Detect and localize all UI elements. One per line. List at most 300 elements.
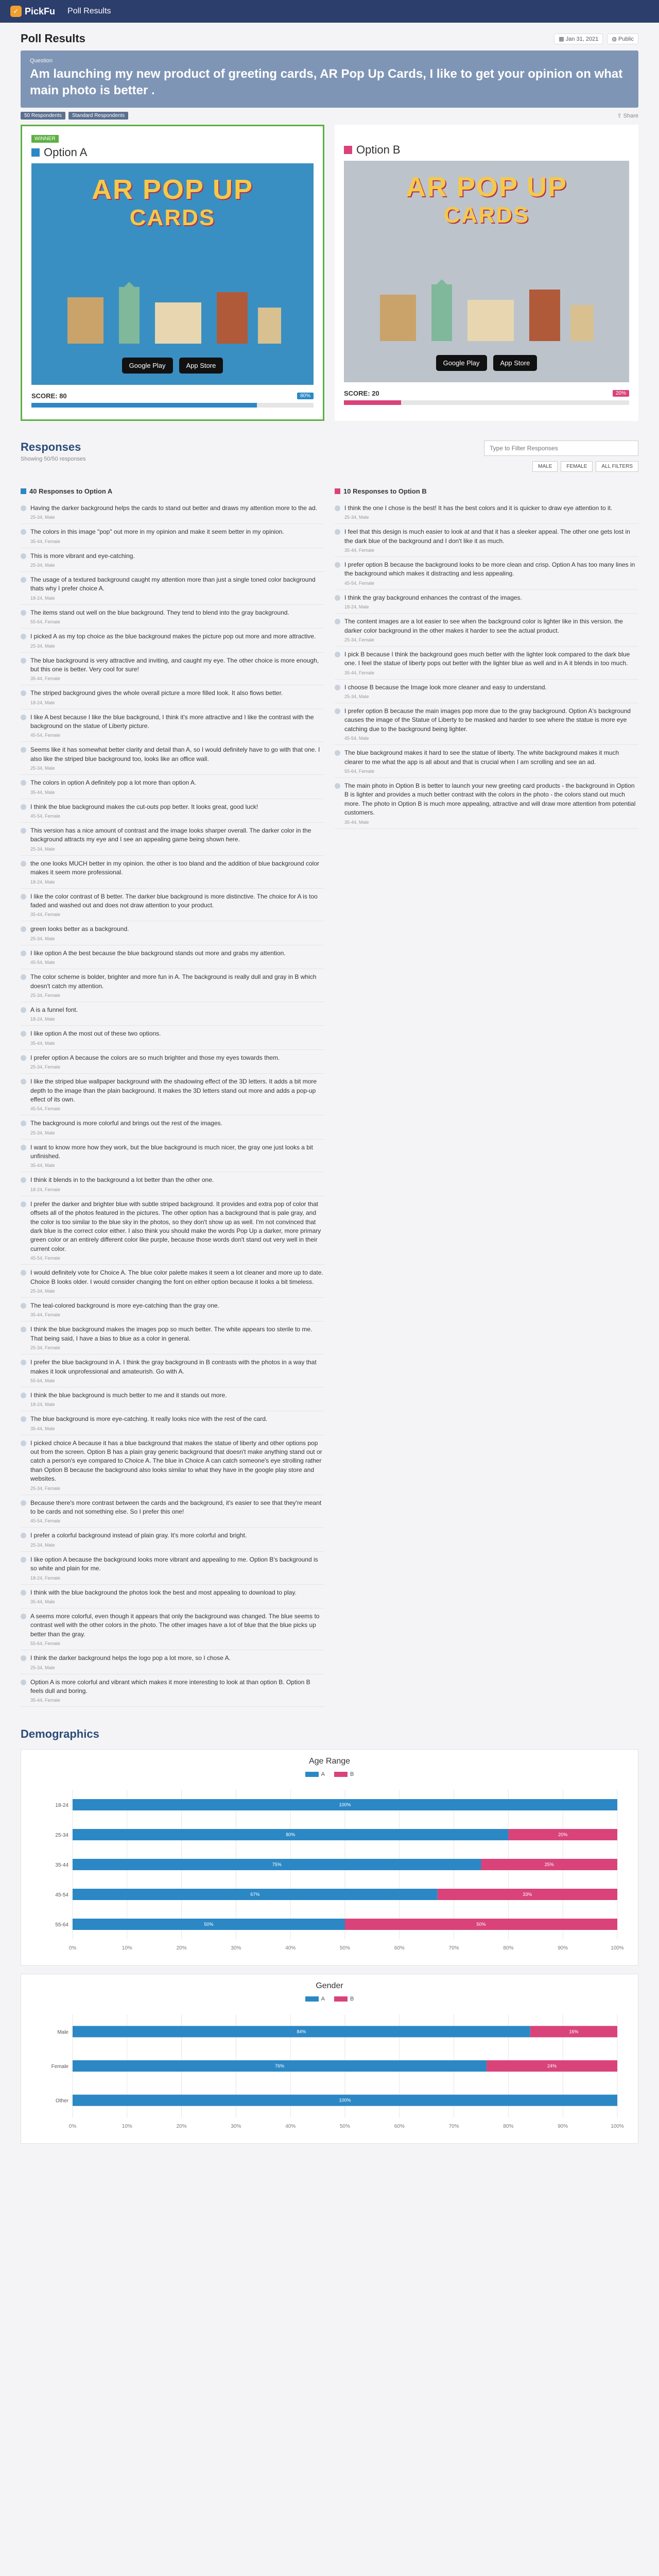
- option-a-art-line1: AR POP UP: [91, 174, 254, 205]
- avatar-icon: [21, 894, 26, 900]
- bar-b-value-label: 33%: [523, 1892, 532, 1897]
- response-item: [21, 653, 324, 686]
- option-a-score-value: 80: [59, 392, 67, 400]
- avatar-icon: [21, 804, 26, 810]
- x-tick-label: 80%: [503, 1945, 514, 1952]
- option-b-art-line2: CARDS: [443, 202, 530, 228]
- option-a-title: [31, 146, 314, 159]
- bar-a-value-label: 80%: [286, 1832, 296, 1838]
- bar-a-value-label: 50%: [204, 1922, 214, 1927]
- response-meta: 45-54, Female: [30, 1256, 61, 1261]
- response-meta: 35-44, Male: [30, 789, 55, 795]
- option-b-card[interactable]: [335, 125, 638, 421]
- response-text: Option A is more colorful and vibrant which makes it more interesting to look at than option B. Option B feels dull and boring.: [30, 1678, 310, 1694]
- response-text: The content images are a lot easier to see when the background color is lighter like in this version. the darker color background in the other makes it harder to see the actual product.: [344, 618, 623, 634]
- response-meta: 25-34, Male: [30, 846, 55, 852]
- response-text: The blue background is very attractive and inviting, and caught my eye. The other choice is more enough, but this one is better. Very cool for sure!: [30, 656, 319, 673]
- response-text: Having the darker background helps the cards to stand out better and draws my attention more to the ad.: [30, 504, 317, 512]
- x-tick-label: 100%: [611, 2124, 624, 2130]
- option-a-responses-heading: [21, 487, 324, 495]
- response-text: I prefer option B because the background looks to be more clean and crisp. Option A has too many lines in the background which makes it distracting and less appealing.: [344, 561, 635, 578]
- demographics-title: Demographics: [21, 1727, 99, 1741]
- response-item: [21, 823, 324, 856]
- response-item: [21, 1321, 324, 1354]
- legend-a-swatch: [305, 1772, 319, 1777]
- response-item: [335, 778, 638, 829]
- x-tick-label: 100%: [611, 1945, 624, 1952]
- response-text: The items stand out well on the blue background. They tend to blend into the gray background.: [30, 608, 289, 616]
- bar-b-value-label: 50%: [476, 1922, 486, 1927]
- response-item: [21, 945, 324, 969]
- response-text: The background is more colorful and brings out the rest of the images.: [30, 1120, 222, 1127]
- option-b-heading-swatch: [335, 488, 340, 494]
- avatar-icon: [21, 1145, 26, 1150]
- bar-a-value-label: 76%: [275, 2063, 285, 2069]
- avatar-icon: [335, 529, 340, 535]
- legend-b-swatch: [334, 1772, 348, 1777]
- response-text: This version has a nice amount of contrast and the image looks sharper overall. The darker color in the background attracts my eye and I see an appealing game being shown here.: [30, 827, 311, 843]
- option-b-name: Option B: [356, 143, 401, 156]
- response-item: [335, 703, 638, 745]
- response-item: [21, 709, 324, 742]
- top-bar: [0, 0, 659, 23]
- bar-a-value-label: 75%: [272, 1862, 282, 1868]
- response-item: [335, 557, 638, 590]
- option-b-score-row: [344, 389, 629, 397]
- x-tick-label: 0%: [68, 1945, 77, 1952]
- category-label: 18-24: [55, 1803, 68, 1809]
- response-text: I feel that this design is much easier to look at and that it has a sleeker appeal. The other one gets lost in the dark blue of the background and I don't like it as much.: [344, 528, 630, 545]
- avatar-icon: [21, 1440, 26, 1446]
- response-text: I think the darker background helps the logo pop a lot more, so I chose A.: [30, 1654, 231, 1662]
- avatar-icon: [21, 1007, 26, 1013]
- legend-b[interactable]: [334, 1771, 354, 1777]
- visibility-chip[interactable]: [607, 33, 638, 44]
- response-item: [21, 1528, 324, 1551]
- response-item: [335, 745, 638, 778]
- response-meta: 18-24, Female: [30, 1575, 61, 1581]
- age-range-card: [21, 1749, 638, 1965]
- response-item: [21, 1387, 324, 1411]
- response-meta: 25-34, Male: [30, 1130, 55, 1136]
- header-meta: [554, 33, 638, 44]
- avatar-icon: [21, 1416, 26, 1422]
- response-item: [21, 1265, 324, 1298]
- response-meta: 25-34, Male: [30, 936, 55, 941]
- avatar-icon: [21, 1393, 26, 1398]
- avatar-icon: [335, 708, 340, 714]
- x-tick-label: 10%: [122, 2124, 132, 2130]
- response-item: [21, 1354, 324, 1387]
- response-meta: 18-24, Male: [30, 1402, 55, 1408]
- bar-a-value-label: 100%: [339, 1802, 351, 1808]
- response-meta: 35-44, Female: [344, 547, 375, 553]
- option-a-art-title: [31, 176, 314, 229]
- avatar-icon: [21, 505, 26, 511]
- avatar-icon: [21, 1590, 26, 1596]
- filter-box: [484, 440, 638, 472]
- response-meta: 25-34, Male: [344, 694, 369, 700]
- option-a-image[interactable]: [31, 163, 314, 385]
- response-item: [21, 1298, 324, 1321]
- response-meta: 45-54, Female: [30, 814, 61, 819]
- brand-logo[interactable]: [10, 6, 55, 17]
- tags-row: [21, 108, 638, 125]
- avatar-icon: [21, 1079, 26, 1084]
- response-text: I prefer option B because the main images pop more due to the gray background. Option A's background causes the image of the Statue of Liberty to be masked and harder to see where the statue is more eye catching due to the background being lighter.: [344, 707, 631, 733]
- option-a-percent: 80%: [297, 393, 314, 399]
- avatar-icon: [21, 1270, 26, 1276]
- option-b-title: [344, 143, 629, 157]
- age-range-chart: [31, 1785, 628, 1955]
- tag-respondents: 50 Respondents: [21, 112, 65, 120]
- avatar-icon: [335, 685, 340, 690]
- share-icon: ⇪: [617, 112, 622, 119]
- avatar-icon: [21, 1500, 26, 1506]
- response-meta: 25-34, Female: [30, 1345, 61, 1351]
- option-a-art-line2: CARDS: [129, 205, 216, 230]
- avatar-icon: [21, 610, 26, 616]
- response-text: I like A best because I like the blue background, I think it's more attractive and I like the contrast with the background on the statue of Liberty picture.: [30, 713, 314, 730]
- page-title: Poll Results: [21, 32, 85, 45]
- app-store-badge: App Store: [493, 355, 537, 371]
- category-label: Male: [57, 2029, 68, 2036]
- category-label: 25-34: [55, 1833, 68, 1839]
- avatar-icon: [21, 1360, 26, 1365]
- response-meta: 25-34, Female: [30, 1485, 61, 1491]
- response-item: [21, 629, 324, 652]
- avatar-icon: [21, 1557, 26, 1563]
- brand-name: PickFu: [25, 6, 56, 16]
- responses-title: Responses: [21, 440, 81, 453]
- response-meta: 18-24, Male: [30, 879, 55, 885]
- avatar-icon: [21, 1177, 26, 1183]
- option-b-landmarks: [370, 279, 601, 341]
- response-meta: 35-44, Female: [30, 1698, 61, 1703]
- response-text: The colors in option A definitely pop a lot more than option A.: [30, 779, 197, 787]
- response-item: [21, 856, 324, 889]
- x-tick-label: 50%: [339, 2124, 351, 2130]
- option-a-response-list: [21, 500, 324, 1707]
- legend-b-label: B: [350, 1996, 354, 2003]
- option-a-responses: [21, 487, 324, 1707]
- bar-a-value-label: 67%: [250, 1892, 260, 1897]
- x-tick-label: 60%: [394, 2124, 405, 2130]
- avatar-icon: [21, 974, 26, 980]
- response-meta: 25-34, Female: [30, 1064, 61, 1070]
- gender-chart: [31, 2009, 628, 2133]
- option-a-score: SCORE: 80: [31, 392, 67, 400]
- option-b-heading-text: 10 Responses to Option B: [343, 487, 427, 495]
- responses-count: Showing 50/50 responses: [21, 455, 86, 462]
- response-meta: 55-64, Female: [30, 1641, 61, 1647]
- share-link[interactable]: [617, 112, 638, 119]
- x-tick-label: 70%: [448, 2124, 459, 2130]
- bar-b-value-label: 24%: [547, 2063, 557, 2069]
- x-tick-label: 10%: [122, 1945, 132, 1952]
- response-item: [21, 548, 324, 572]
- response-item: [21, 1026, 324, 1049]
- response-text: I like the striped blue wallpaper background with the shadowing effect of the 3D letters. It adds a bit more depth to the image than the plain background. It makes the 3D letters stand out more and adds a pop-up effect of its own.: [30, 1078, 317, 1103]
- response-text: The teal-colored background is more eye-catching than the gray one.: [30, 1301, 219, 1309]
- response-meta: 25-34, Male: [30, 643, 55, 649]
- category-label: Female: [51, 2064, 68, 2070]
- option-a-score-bar: [31, 403, 314, 408]
- option-b-responses-heading: [335, 487, 638, 495]
- response-item: [21, 1196, 324, 1265]
- x-tick-label: 30%: [231, 1945, 241, 1952]
- response-text: I prefer the blue background in A. I think the gray background in B contrasts with the photos in a way that makes it look unprofessional and amateurish. Go with A.: [30, 1359, 317, 1375]
- response-text: I choose B because the Image look more cleaner and easy to understand.: [344, 683, 547, 691]
- response-item: [21, 1674, 324, 1707]
- option-b-swatch: [344, 146, 352, 154]
- question-text: Am launching my new product of greeting cards, AR Pop Up Cards, I like to get your opinion on what main photo is better .: [30, 67, 623, 98]
- avatar-icon: [335, 595, 340, 601]
- response-text: I prefer option A because the colors are so much brighter and those my eyes towards them.: [30, 1054, 280, 1061]
- response-text: I like option A because the background looks more vibrant and appealing to me. Option B's background is so white and plain for me.: [30, 1555, 318, 1572]
- response-meta: 45-54, Female: [30, 1518, 61, 1524]
- google-play-badge: Google Play: [122, 358, 173, 374]
- age-legend: [31, 1771, 628, 1777]
- response-item: [21, 1074, 324, 1115]
- response-text: I think with the blue background the photos look the best and most appealing to download to play.: [30, 1588, 297, 1596]
- avatar-icon: [335, 750, 340, 756]
- response-meta: 25-34, Male: [30, 766, 55, 771]
- response-text: I like option A the most out of these two options.: [30, 1030, 161, 1038]
- legend-a[interactable]: [305, 1771, 325, 1777]
- question-box: [21, 50, 638, 108]
- response-meta: 35-44, Male: [30, 1040, 55, 1046]
- response-meta: 18-24, Male: [30, 700, 55, 705]
- response-meta: 35-44, Male: [30, 1163, 55, 1168]
- response-meta: 55-64, Male: [30, 1378, 55, 1383]
- option-b-score-fill: [344, 400, 401, 405]
- option-b-score: SCORE: 20: [344, 389, 379, 397]
- avatar-icon: [21, 1055, 26, 1061]
- filter-female-button[interactable]: FEMALE: [561, 461, 593, 472]
- option-b-response-list: [335, 500, 638, 829]
- tags: [21, 112, 128, 120]
- response-text: green looks better as a background.: [30, 925, 129, 933]
- tag-audience: Standard Respondents: [68, 112, 128, 120]
- response-meta: 18-24, Male: [344, 604, 369, 610]
- response-meta: 35-44, Female: [30, 1312, 61, 1318]
- response-meta: 25-34, Male: [30, 1665, 55, 1670]
- legend-b-label: B: [350, 1771, 354, 1778]
- response-text: The usage of a textured background caught my attention more than just a single toned color background thats why I prefer choice A.: [30, 575, 316, 592]
- response-meta: 35-44, Male: [30, 1426, 55, 1431]
- option-a-name: Option A: [44, 145, 88, 159]
- question-label: Question: [30, 58, 53, 64]
- option-a-store-badges: [31, 358, 314, 374]
- response-item: [21, 1140, 324, 1173]
- option-b-percent: 20%: [613, 390, 629, 397]
- avatar-icon: [21, 1655, 26, 1661]
- option-a-swatch: [31, 148, 40, 157]
- responses-header: [21, 440, 638, 472]
- response-text: I prefer a colorful background instead of plain gray. It's more colorful and bright.: [30, 1532, 247, 1539]
- legend-a[interactable]: [305, 1996, 325, 2002]
- avatar-icon: [21, 715, 26, 720]
- response-text: I think it blends in to the background a lot better than the other one.: [30, 1176, 214, 1184]
- option-a-score-row: [31, 392, 314, 400]
- filter-input[interactable]: [484, 440, 638, 456]
- response-meta: 35-44, Male: [30, 1599, 55, 1604]
- response-text: The blue background is more eye-catching. It really looks nice with the rest of the card.: [30, 1415, 268, 1423]
- response-text: The colors in this image "pop" out more in my opinion and make it seem better in my opinion.: [30, 528, 284, 536]
- option-a-card[interactable]: [21, 125, 324, 421]
- x-tick-label: 0%: [68, 2124, 77, 2130]
- option-b-store-badges: [344, 355, 629, 371]
- avatar-icon: [21, 1327, 26, 1332]
- response-text: I think the gray background enhances the contrast of the images.: [344, 594, 522, 601]
- response-item: [335, 680, 638, 703]
- response-meta: 45-54, Male: [30, 960, 55, 965]
- x-tick-label: 40%: [285, 1945, 296, 1952]
- x-tick-label: 80%: [503, 2124, 514, 2130]
- option-a-heading-swatch: [21, 488, 26, 494]
- avatar-icon: [335, 505, 340, 511]
- gender-legend: [31, 1996, 628, 2002]
- response-text: A seems more colorful, even though it appears that only the background was changed. The blue seems to contrast well with the other colors in the photo. The other images have a lot of blue that the blue picks up better than the gray.: [30, 1613, 320, 1638]
- avatar-icon: [21, 1121, 26, 1126]
- x-tick-label: 20%: [176, 1945, 187, 1952]
- response-text: The blue background makes it hard to see the statue of liberty. The white background makes it much clearer to me what the app is all about and that is crucial when I am scrolling and see an ad.: [344, 749, 619, 766]
- date-chip: [554, 33, 603, 44]
- response-meta: 45-54, Female: [30, 1106, 61, 1112]
- response-item: [21, 1650, 324, 1674]
- response-meta: 25-34, Male: [344, 515, 369, 520]
- option-b-score-value: 20: [372, 389, 379, 397]
- legend-a-swatch: [305, 1996, 319, 2002]
- response-item: [21, 1495, 324, 1528]
- option-a-score-label: SCORE: [31, 392, 56, 400]
- response-item: [21, 1172, 324, 1196]
- response-text: I think the blue background makes the cut-outs pop better. It looks great, good luck!: [30, 803, 258, 810]
- response-text: I think the one I chose is the best! It has the best colors and it is quicker to draw eye attention to it.: [344, 504, 613, 512]
- response-text: I would definitely vote for Choice A. The blue color palette makes it seem a lot cleaner and more up to date. Choice B looks older. I would consider changing the font on either option because it looks a bit timeless.: [30, 1269, 323, 1285]
- app-store-badge: App Store: [179, 358, 223, 374]
- option-b-image[interactable]: [344, 161, 629, 382]
- response-meta: 45-54, Female: [30, 733, 61, 738]
- avatar-icon: [21, 658, 26, 664]
- response-text: I prefer the darker and brighter blue with subtle striped background. It provides and extra pop of color that offsets all of the photos featured in the pictures. The other option has a background that is pale gray, and the color is too similar to the blue sky in the photos, so they don't show up as well. I'm not convinced that dark blue is the correct color either. I also think you should make the words Pop Up a darker, more primary green color or an entirely different color like purple, because those words don't stand out very well in their current color.: [30, 1200, 321, 1252]
- x-tick-label: 40%: [285, 2124, 296, 2130]
- avatar-icon: [335, 783, 340, 789]
- option-b-score-label: SCORE: [344, 389, 368, 397]
- option-b-responses: [335, 487, 638, 1707]
- option-b-art-title: [344, 173, 629, 227]
- response-item: [21, 1002, 324, 1026]
- response-item: [335, 524, 638, 557]
- response-meta: 25-34, Female: [344, 637, 375, 642]
- avatar-icon: [21, 553, 26, 559]
- response-text: I think the blue background is much better to me and it stands out more.: [30, 1391, 227, 1399]
- response-text: I like the color contrast of B better. The darker blue background is more distinctive. The choice for A is too faded and washed out and does not draw attention to your product.: [30, 892, 318, 909]
- response-item: [21, 605, 324, 629]
- avatar-icon: [21, 951, 26, 956]
- avatar-icon: [21, 1614, 26, 1619]
- response-meta: 25-34, Male: [30, 1288, 55, 1294]
- response-meta: 55-64, Female: [30, 619, 61, 625]
- category-label: 45-54: [55, 1892, 68, 1899]
- option-b-score-bar: [344, 400, 629, 405]
- response-item: [21, 921, 324, 945]
- response-item: [21, 572, 324, 605]
- response-meta: 45-54, Female: [344, 580, 375, 586]
- response-item: [335, 500, 638, 524]
- response-text: I picked A as my top choice as the blue background makes the picture pop out more and more attractive.: [30, 633, 316, 640]
- response-item: [21, 969, 324, 1002]
- avatar-icon: [21, 926, 26, 932]
- legend-a-label: A: [321, 1771, 325, 1778]
- response-text: Seems like it has somewhat better clarity and detail than A, so I would definitely have to go with that one. I also like the striped blue background too, looks like an office wall.: [30, 746, 320, 762]
- response-meta: 35-44, Female: [344, 670, 375, 675]
- x-tick-label: 90%: [558, 2124, 568, 2130]
- legend-b[interactable]: [334, 1996, 354, 2002]
- x-tick-label: 50%: [339, 1945, 351, 1952]
- response-meta: 55-64, Female: [344, 769, 375, 774]
- response-text: I like option A the best because the blue background stands out more and grabs my attention.: [30, 949, 286, 957]
- avatar-icon: [21, 1533, 26, 1538]
- all-filters-button[interactable]: ALL FILTERS: [596, 461, 638, 472]
- bar-b-value-label: 25%: [544, 1862, 554, 1868]
- response-item: [21, 1435, 324, 1495]
- response-text: I think the blue background makes the images pop so much better. The white appears too sterile to me. That being said, I have a bias to blue as a color in general.: [30, 1326, 313, 1342]
- response-item: [335, 647, 638, 680]
- option-a-score-fill: [31, 403, 257, 408]
- response-item: [21, 1608, 324, 1650]
- response-item: [335, 614, 638, 647]
- winner-badge: WINNER: [31, 135, 59, 143]
- avatar-icon: [335, 562, 340, 568]
- response-item: [21, 1411, 324, 1435]
- response-meta: 25-34, Female: [30, 992, 61, 998]
- option-b-art-line1: AR POP UP: [405, 171, 568, 202]
- response-item: [21, 742, 324, 775]
- response-text: I want to know more how they work, but the blue background is much nicer, the gray one just looks a bit unfinished.: [30, 1143, 313, 1160]
- response-item: [21, 1552, 324, 1585]
- avatar-icon: [21, 780, 26, 786]
- response-item: [21, 500, 324, 524]
- x-tick-label: 20%: [176, 2124, 187, 2130]
- avatar-icon: [21, 747, 26, 753]
- filter-male-button[interactable]: MALE: [532, 461, 558, 472]
- header-row: [21, 23, 638, 50]
- response-meta: 35-44, Female: [30, 538, 61, 544]
- x-tick-label: 30%: [231, 2124, 241, 2130]
- avatar-icon: [21, 1303, 26, 1309]
- legend-a-label: A: [321, 1996, 325, 2003]
- response-meta: 25-34, Male: [30, 562, 55, 568]
- response-item: [21, 775, 324, 799]
- globe-icon: ◍: [612, 36, 617, 42]
- calendar-icon: ▦: [559, 36, 564, 42]
- response-item: [21, 524, 324, 548]
- google-play-badge: Google Play: [436, 355, 487, 371]
- gender-title: Gender: [316, 1981, 343, 1991]
- response-meta: 18-24, Male: [30, 1016, 55, 1022]
- response-item: [21, 889, 324, 922]
- x-tick-label: 70%: [448, 1945, 459, 1952]
- category-label: 55-64: [55, 1922, 68, 1928]
- avatar-icon: [21, 1680, 26, 1685]
- gender-card: [21, 1974, 638, 2144]
- category-label: Other: [55, 2098, 68, 2105]
- response-meta: 35-44, Female: [30, 912, 61, 918]
- poll-date: Jan 31, 2021: [565, 36, 599, 42]
- avatar-icon: [21, 828, 26, 834]
